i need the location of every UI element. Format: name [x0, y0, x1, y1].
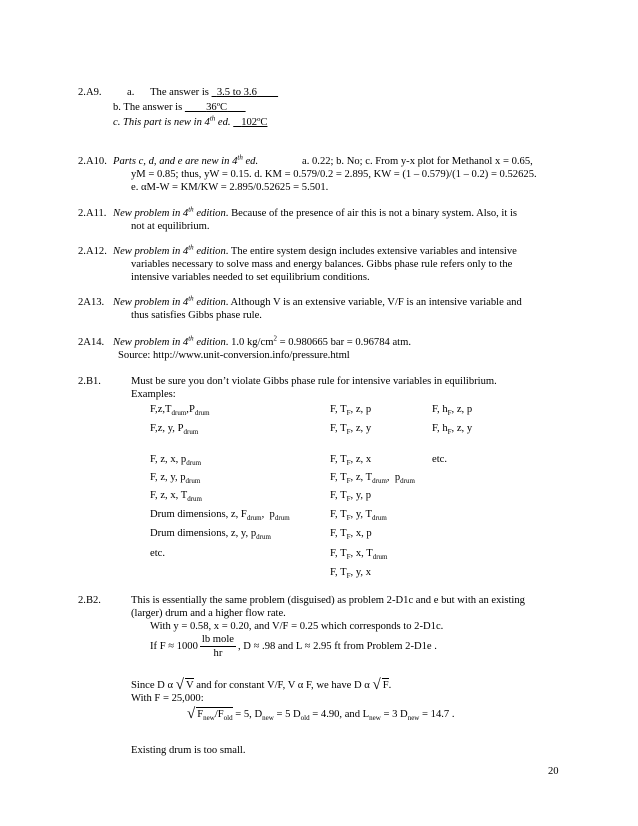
flow-fraction: $\frac{\text{lb mole}}{hr}$ [201, 634, 234, 659]
a14-source: Source: http://www.unit-conversion.info/pressure.html [118, 350, 350, 361]
problem-label-2b1: 2.B1. [78, 376, 101, 387]
a10-answers: a. 0.22; b. No; c. From y-x plot for Methanol x = 0.65, [302, 156, 533, 167]
b2-since-line: Since D α √ V and for constant V/F, V α F, we have D α √ F. [131, 677, 392, 693]
b1-line2: Examples: [131, 389, 176, 400]
problem-label-2a9: 2.A9. [78, 87, 102, 98]
example-c2-r8: F, $T_F$, x, $T_{drum}$ [330, 548, 388, 562]
b2-line3: With y = 0.58, x = 0.20, and V/F = 0.25 which corresponds to 2-D1c. [150, 621, 444, 632]
b2-conclusion: Existing drum is too small. [131, 745, 246, 756]
example-c1-r6: Drum dimensions, z, $F_{drum}$, $p_{drum}$ [150, 509, 290, 523]
a13-line2: thus satisfies Gibbs phase rule. [131, 310, 262, 321]
example-c2-r2: F, $T_F$, z, y [330, 423, 372, 437]
example-c2-r5: F, $T_F$, y, p [330, 490, 372, 504]
example-c2-r9: F, $T_F$, y, x [330, 567, 372, 581]
example-c1-etc: etc. [150, 548, 165, 559]
a9-part-c [113, 116, 267, 129]
a11-line1: New problem in 4th edition. Because of the presence of air this is not a binary system. Also, it is [113, 205, 518, 219]
a9-a-letter: a. [127, 87, 135, 98]
example-c2-r6: F, $T_F$, y, $T_{drum}$ [330, 509, 387, 523]
problem-label-2b2: 2.B2. [78, 595, 101, 606]
b2-line1: This is essentially the same problem (disguised) as problem 2-D1c and e but with an existing [131, 595, 525, 606]
a12-line1: New problem in 4th edition. The entire system design includes extensive variables and intensive [113, 243, 517, 257]
example-c2-r7: F, $T_F$, x, p [330, 528, 372, 542]
example-c1-r5: F, z, x, $T_{drum}$ [150, 490, 202, 504]
b2-ratio-equation: √ $F_{new}/F_{old} = 5$, $D_{new} = 5$ $D_{old} = 4.90$, and $L_{new} = 3$ $D_{new} = 14.7$ . [187, 706, 455, 723]
a9-c-text: c. This part is new in 4th ed. [113, 114, 231, 128]
a12-line2: variables necessary to solve mass and energy balances. Gibbs phase rule refers only to the [131, 259, 513, 270]
b2-equation-if: If F ≈ 1000 $\frac{\text{lb mole}}{hr}$ , D ≈ .98 and L ≈ 2.95 ft from Problem 2-D1e . [150, 634, 437, 659]
example-c3-r2: F, $h_F$, z, y [432, 423, 473, 437]
a10-intro: Parts c, d, and e are new in 4th ed. [113, 153, 259, 167]
problem-label-2a10: 2.A10. [78, 156, 107, 167]
a10-line3: e. αM-W = KM/KW = 2.895/0.52625 = 5.501. [131, 182, 329, 193]
page-number: 20 [548, 766, 559, 777]
problem-label-2a14: 2A14. [78, 337, 105, 348]
a9-part-b [113, 101, 246, 114]
example-c1-r1: $F,z,T_{drum},P_{drum}$ [150, 404, 210, 418]
problem-label-2a11: 2.A11. [78, 208, 107, 219]
a14-line1: New problem in 4th edition. 1.0 $kg/cm^2 = 0.980665$ bar = 0.96784 atm. [113, 334, 411, 348]
a11-line2: not at equilibrium. [131, 221, 210, 232]
a12-line3: intensive variables needed to set equilibrium conditions. [131, 272, 370, 283]
a13-line1: New problem in 4th edition. Although V is an extensive variable, V/F is an intensive variable and [113, 294, 522, 308]
example-c2-r1: F, $T_F$, z, p [330, 404, 372, 418]
a10-line2: yM = 0.85; thus, yW = 0.15. d. KM = 0.579/0.2 = 2.895, KW = (1 – 0.579)/(1 – 0.2) = 0.52625. [131, 169, 537, 180]
example-c1-r4: F, z, y, $p_{drum}$ [150, 472, 201, 486]
example-c1-r2: F,z, y, $P_{drum}$ [150, 423, 199, 437]
b2-with-line: With F = 25,000: [131, 693, 204, 704]
example-c2-r4: F, $T_F$, z, $T_{drum}$, $p_{drum}$ [330, 472, 415, 486]
a9-b-text: b. The answer is [113, 102, 183, 113]
a9-part-a [127, 86, 278, 99]
a9-a-text: The answer is [150, 87, 209, 98]
example-c3-etc: etc. [432, 454, 447, 465]
problem-label-2a12: 2.A12. [78, 246, 107, 257]
a9-b-value: 36ºC [206, 102, 228, 113]
example-c2-r3: F, $T_F$, z, x [330, 454, 372, 468]
b2-line2: (larger) drum and a higher flow rate. [131, 608, 286, 619]
example-c3-r1: F, $h_F$, z, p [432, 404, 473, 418]
a10-line1 [113, 155, 258, 168]
problem-label-2a13: 2A13. [78, 297, 105, 308]
b1-line1: Must be sure you don’t violate Gibbs phase rule for intensive variables in equilibrium. [131, 376, 497, 387]
example-c1-r3: F, z, x, $p_{drum}$ [150, 454, 202, 468]
a9-c-value: 102ºC [241, 117, 268, 128]
example-c1-r7: Drum dimensions, z, y, $p_{drum}$ [150, 528, 271, 542]
a9-a-value: 3.5 to 3.6 [216, 87, 257, 98]
